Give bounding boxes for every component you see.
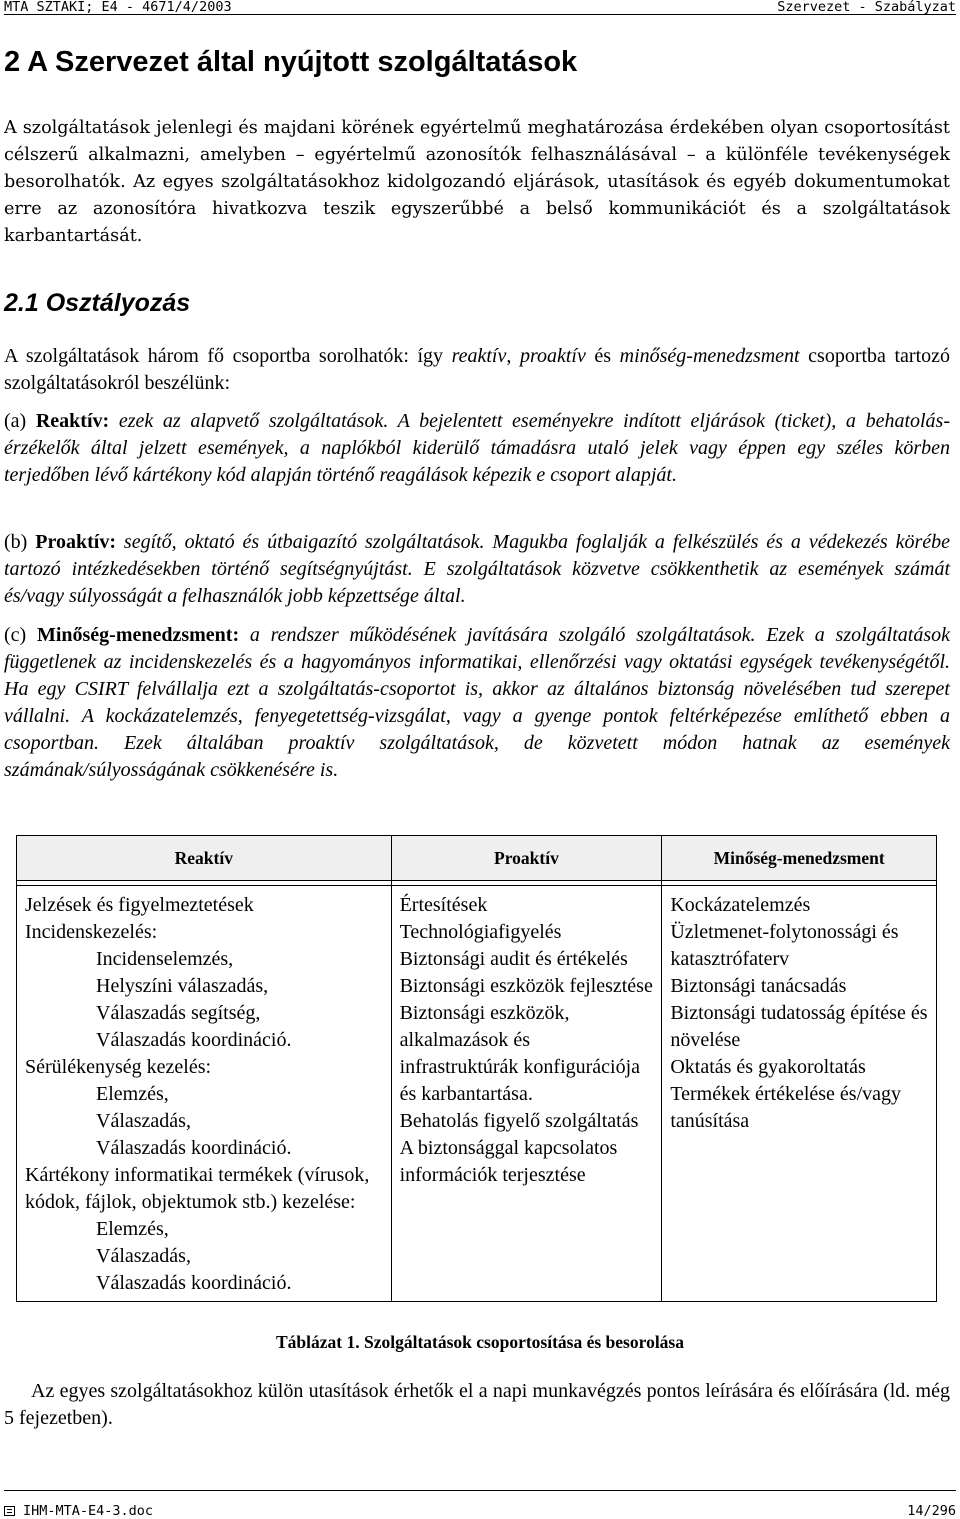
reactive-line: Válaszadás,: [96, 1110, 191, 1132]
item-text: segítő, oktató és útbaigazító szolgáltatások. Magukba foglalják a felkészülés és a védekezés körébe tartozó intézkedésekben történő segítségnyújtást. E szolgáltatások közvetve csökkenthetik az események számát és/vagy súlyosságát a felhasználók jobb képzettsége által.: [4, 531, 950, 607]
footer-filename: IHM-MTA-E4-3.doc: [23, 1503, 154, 1519]
footer-rule: [4, 1490, 956, 1491]
item-proactive: [4, 529, 950, 610]
intro-text: csoportba tartozó szolgáltatásokról beszélünk:: [4, 345, 950, 394]
table-header-row: [17, 836, 937, 881]
header-left: MTA SZTAKI; E4 - 4671/4/2003: [4, 0, 232, 15]
header-right: Szervezet - Szabályzat: [777, 0, 956, 15]
header-proactive: Proaktív: [391, 836, 662, 881]
quality-line: Termékek értékelése és/vagy tanúsítása: [670, 1083, 902, 1132]
header-quality: Minőség-menedzsment: [662, 836, 937, 881]
reactive-line: Kártékony informatikai termékek (vírusok, kódok, fájlok, objektumok stb.) kezelése:: [25, 1164, 370, 1213]
reactive-line: Válaszadás koordináció.: [96, 1272, 292, 1294]
reactive-line: Válaszadás,: [96, 1245, 191, 1267]
item-marker: (c): [4, 624, 37, 646]
reactive-line: Válaszadás koordináció.: [96, 1029, 292, 1051]
document-icon: [4, 1506, 15, 1516]
chapter-title: 2 A Szervezet által nyújtott szolgáltatások: [4, 46, 578, 78]
quality-line: Biztonsági tanácsadás: [670, 975, 847, 997]
item-quality: [4, 622, 950, 784]
item-text: a rendszer működésének javítására szolgáló szolgáltatások. Ezek a szolgáltatások függetlenek az incidenskezelés és a hagyományos informatikai, ellenőrzési vagy oktatási egységek tevékenységétől. Ha egy CSIRT felvállalja ezt a szolgáltatás-csoportot is, akkor az általános biztonság növelésében tud szerepet vállalni. A kockázatelemzés, fenyegetettség-vizsgálat, vagy a gyenge pontok feltérképezése említhető ebben a csoportban. Ezek általában proaktív szolgáltatások, de közvetett módon hatnak az események számának/súlyosságának csökkenésére is.: [4, 624, 950, 781]
reactive-line: Elemzés,: [96, 1083, 169, 1105]
intro-text: A szolgáltatások három fő csoportba sorolhatók: így: [4, 345, 452, 367]
table-caption: Táblázat 1. Szolgáltatások csoportosítása és besorolása: [275, 1332, 684, 1352]
footer-page-number: 14/296: [907, 1503, 956, 1519]
proactive-line: Technológiafigyelés: [399, 921, 562, 943]
proactive-list: [392, 886, 662, 1193]
intro-sep: és: [585, 345, 620, 367]
term-quality: minőség-menedzsment: [619, 345, 800, 367]
quality-line: Kockázatelemzés: [670, 894, 811, 916]
closing-paragraph: Az egyes szolgáltatásokhoz külön utasítások érhetők el a napi munkavégzés pontos leírására és előírására (ld. még 5 fejezetben).: [4, 1380, 950, 1429]
proactive-line: Biztonsági audit és értékelés: [399, 948, 628, 970]
item-term: Reaktív:: [35, 410, 110, 432]
reactive-line: Incidenselemzés,: [96, 948, 234, 970]
classification-intro: [4, 343, 950, 397]
item-term: Minőség-menedzsment:: [36, 624, 240, 646]
quality-line: Üzletmenet-folytonossági és katasztrófaterv: [670, 921, 899, 970]
reactive-list: [17, 886, 391, 1301]
reactive-line: Sérülékenység kezelés:: [25, 1056, 212, 1078]
page-header: [4, 0, 956, 14]
item-text: ezek az alapvető szolgáltatások. A bejelentett eseményekre indított eljárások (ticket), a behatolás-érzékelők által jelzett események, a naplókból kiderülő támadásra utaló jelek vagy éppen egy széles körben terjedőben lévő kártékony kód alapján történő reagálások képezik e csoport alapját.: [4, 410, 950, 486]
table-row: [17, 886, 937, 1302]
proactive-cell: [391, 886, 662, 1302]
item-reactive: [4, 408, 950, 489]
quality-line: Biztonsági tudatosság építése és növelése: [670, 1002, 928, 1051]
reactive-line: Incidenskezelés:: [25, 921, 158, 943]
quality-cell: [662, 886, 937, 1302]
proactive-line: A biztonsággal kapcsolatos információk terjesztése: [399, 1137, 618, 1186]
quality-list: [662, 886, 936, 1139]
intro-sep: ,: [506, 345, 520, 367]
reactive-line: Válaszadás segítség,: [96, 1002, 261, 1024]
intro-paragraph: A szolgáltatások jelenlegi és majdani körének egyértelmű meghatározása érdekében olyan csoportosítást célszerű alkalmazni, amelyben – egyértelmű azonosítók felhasználásával – a különféle tevékenységek besorolhatók. Az egyes szolgáltatásokhoz kidolgozandó eljárások, utasítások és egyéb dokumentumokat erre az azonosítóra hivatkozva teszik egyszerűbbé a belső kommunikációt és a szolgáltatások karbantartását.: [4, 118, 950, 246]
item-marker: (a): [4, 410, 36, 432]
reactive-line: Helyszíni válaszadás,: [96, 975, 269, 997]
item-term: Proaktív:: [35, 531, 116, 553]
item-marker: (b): [4, 531, 36, 553]
term-proactive: proaktív: [519, 345, 586, 367]
reactive-line: Jelzések és figyelmeztetések: [25, 894, 254, 916]
header-reactive: Reaktív: [17, 836, 392, 881]
proactive-line: Biztonsági eszközök fejlesztése: [399, 975, 653, 997]
page-footer: [4, 1503, 956, 1519]
reactive-cell: [17, 886, 392, 1302]
services-table: [16, 835, 937, 1302]
proactive-line: Behatolás figyelő szolgáltatás: [399, 1110, 639, 1132]
term-reactive: reaktív: [451, 345, 507, 367]
proactive-line: Biztonsági eszközök, alkalmazások és infrastruktúrák konfigurációja és karbantartása.: [399, 1002, 641, 1105]
proactive-line: Értesítések: [399, 894, 488, 916]
reactive-line: Válaszadás koordináció.: [96, 1137, 292, 1159]
reactive-line: Elemzés,: [96, 1218, 169, 1240]
header-rule: [4, 14, 956, 15]
quality-line: Oktatás és gyakoroltatás: [670, 1056, 866, 1078]
section-title: 2.1 Osztályozás: [4, 289, 191, 317]
